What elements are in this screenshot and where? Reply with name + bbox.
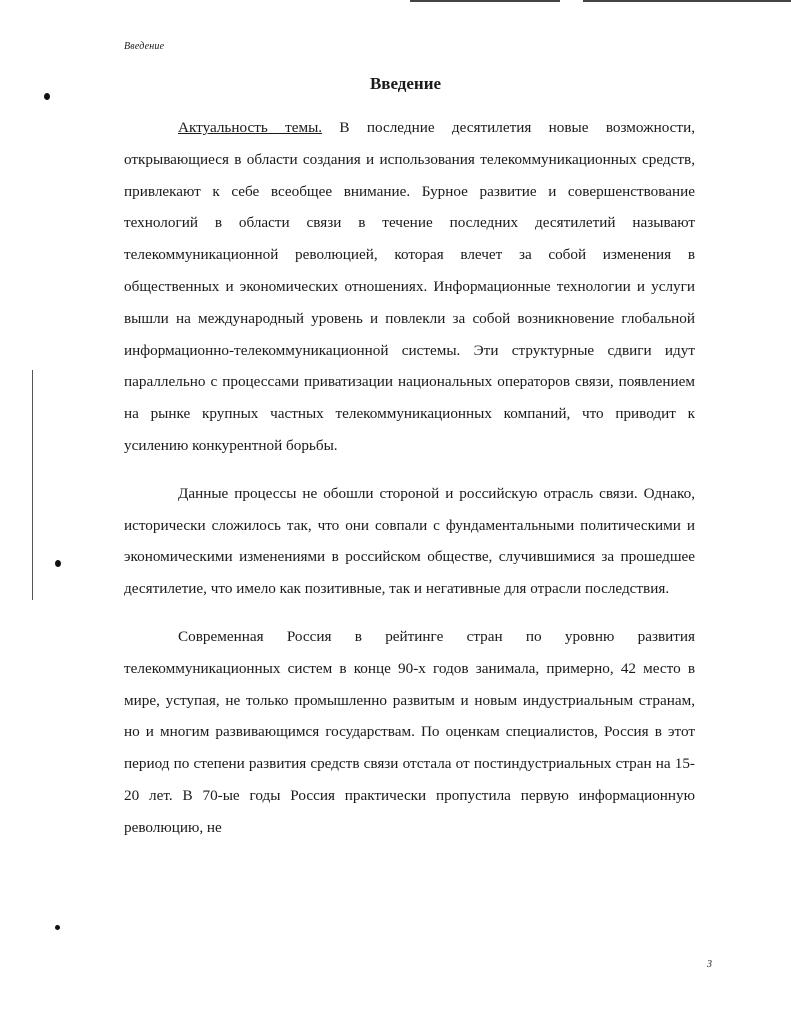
- paragraph-text: В последние десятилетия новые возможности, открывающиеся в области создания и использования телекоммуникационных средств, привлекают к себе всеобщее внимание. Бурное развитие и совершенствование технологий в области связи в течение последних десятилетий называют телекоммуникационной революцией, которая влечет за собой изменения в общественных и экономических отношениях. Информационные технологии и услуги вышли на международный уровень и повлекли за собой возникновение глобальной информационно-телекоммуникационной системы. Эти структурные сдвиги идут параллельно с процессами приватизации национальных операторов связи, появлением на рынке крупных частных телекоммуникационных компаний, что приводит к усилению конкурентной борьбы.: [124, 119, 695, 454]
- paragraph-russian-industry: Данные процессы не обошли стороной и российскую отрасль связи. Однако, исторически сложилось так, что они совпали с фундаментальными политическими и экономическими изменениями в российском обществе, случившимися за прошедшее десятилетие, что имело как позитивные, так и негативные для отрасли последствия.: [124, 484, 695, 598]
- paragraph-relevance: [124, 112, 695, 462]
- body-text: [124, 112, 695, 860]
- scan-artifact-binding-line: [32, 370, 33, 600]
- paragraph-lead-heading: Актуальность темы.: [178, 119, 323, 136]
- scan-artifact-top-rule: [583, 0, 791, 2]
- page-title: Введение: [369, 74, 442, 93]
- punch-hole-mark: [55, 925, 60, 930]
- punch-hole-mark: [44, 93, 50, 100]
- scan-artifact-top-rule: [410, 0, 560, 2]
- punch-hole-mark: [55, 560, 61, 567]
- paragraph-modern-russia: Современная Россия в рейтинге стран по уровню развития телекоммуникационных систем в конце 90-х годов занимала, примерно, 42 место в мире, уступая, не только промышленно развитым и новым индустриальным странам, но и многим развивающимся государствам. По оценкам специалистов, Россия в этот период по степени развития средств связи отстала от постиндустриальных стран на 15-20 лет. В 70-ые годы Россия практически пропустила первую информационную революцию, не: [124, 627, 695, 836]
- page-number: 3: [707, 959, 712, 970]
- running-head: Введение: [124, 41, 165, 52]
